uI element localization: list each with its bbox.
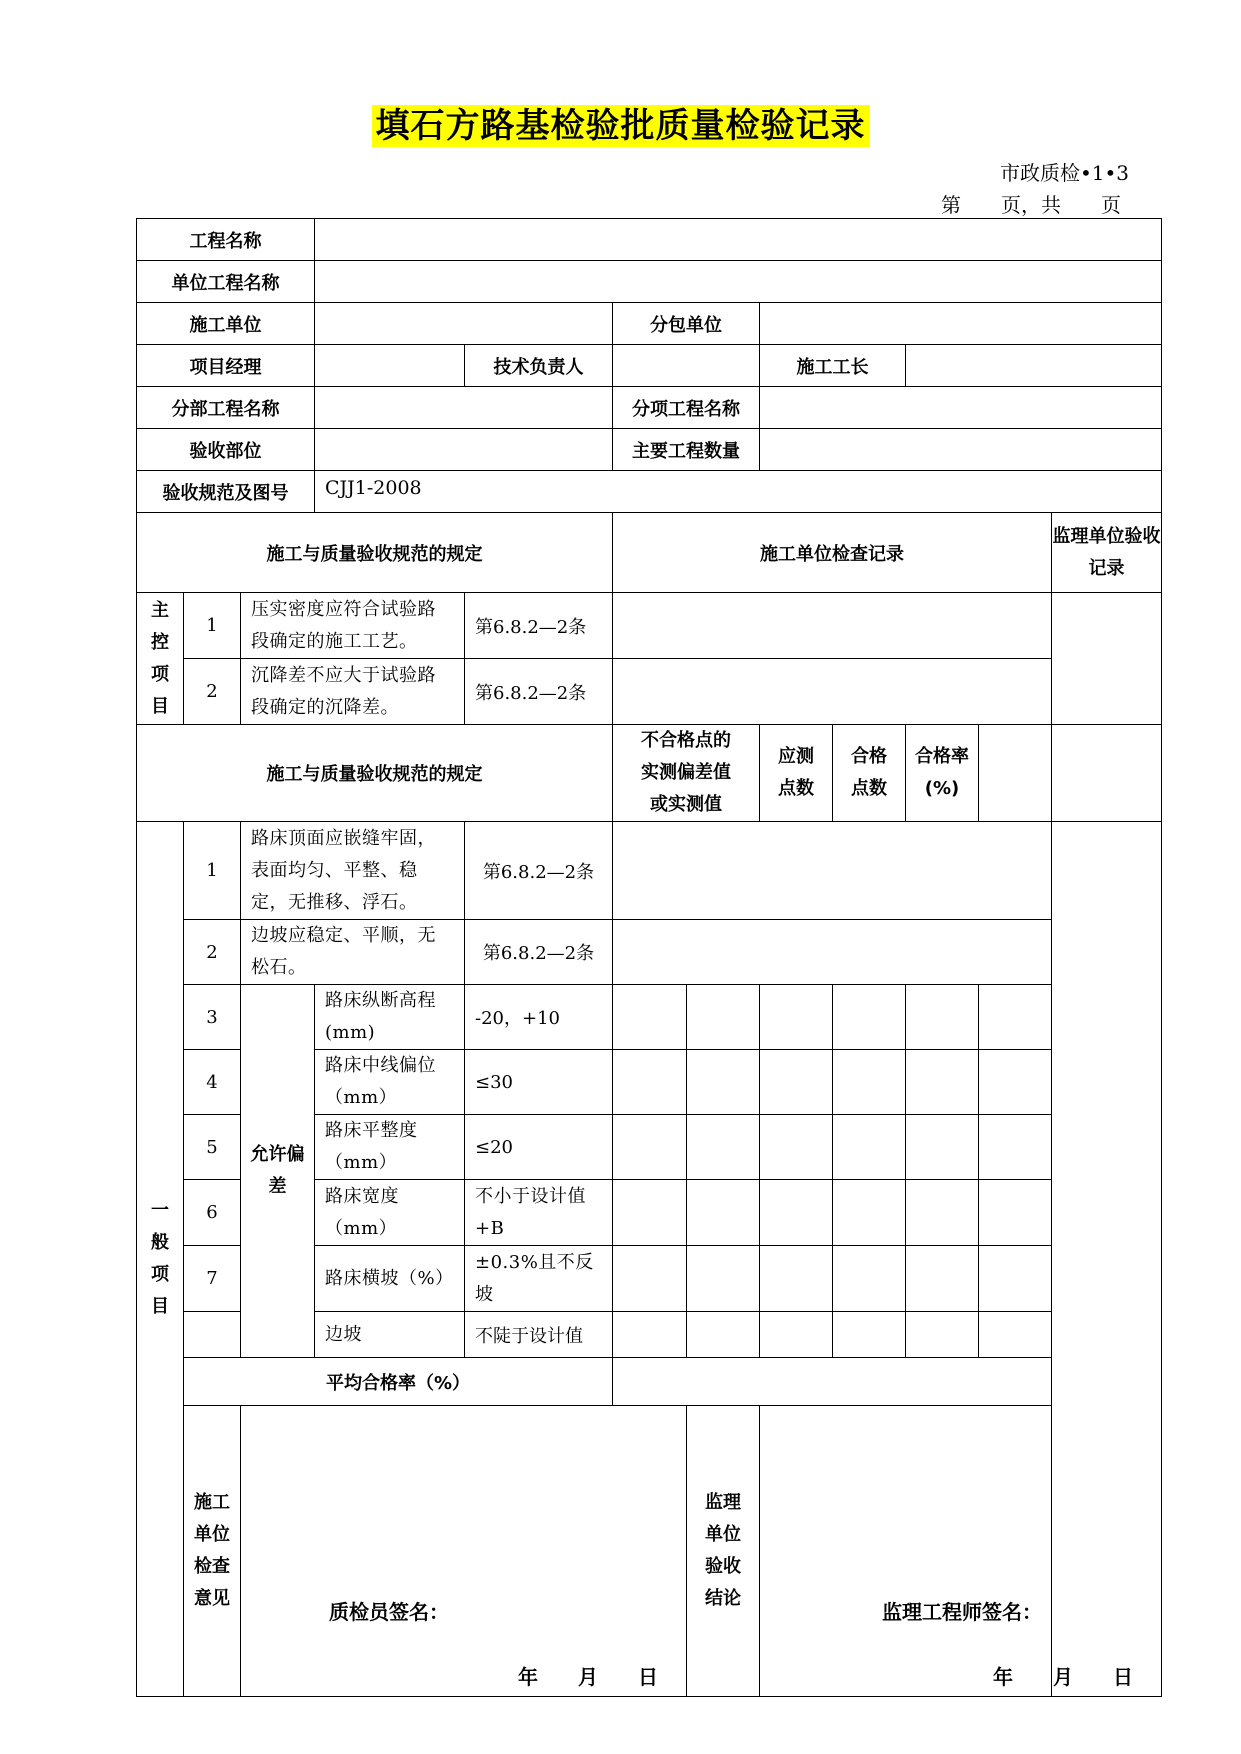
- measure-cell[interactable]: [760, 1180, 833, 1246]
- points-passed-header: 合格点数: [833, 725, 906, 822]
- tolerance-item-name: 路床横坡（%）: [315, 1246, 465, 1312]
- measure-cell[interactable]: [979, 1312, 1052, 1358]
- measure-cell[interactable]: [613, 1115, 687, 1180]
- main-quantity-label: 主要工程数量: [613, 429, 760, 471]
- main-item-text: 沉降差不应大于试验路段确定的沉降差。: [241, 659, 465, 725]
- tolerance-item-name: 路床纵断高程(mm): [315, 985, 465, 1050]
- foreman-label: 施工工长: [760, 345, 906, 387]
- subitem-name-value[interactable]: [760, 387, 1162, 429]
- tolerance-item-no: 3: [184, 985, 241, 1050]
- measure-cell[interactable]: [833, 1312, 906, 1358]
- tolerance-item-no: 7: [184, 1246, 241, 1312]
- inspection-record-table: [136, 218, 1162, 1697]
- construction-unit-value[interactable]: [315, 303, 613, 345]
- main-item-record[interactable]: [613, 593, 1052, 659]
- tolerance-item-value: ±0.3%且不反坡: [465, 1246, 613, 1312]
- tolerance-item-value: -20，+10: [465, 985, 613, 1050]
- contractor-opinion-label: 施工单位检查意见: [184, 1406, 241, 1697]
- measure-cell[interactable]: [979, 1180, 1052, 1246]
- measure-cell[interactable]: [760, 1312, 833, 1358]
- main-control-supervisor-cell[interactable]: [1052, 593, 1162, 725]
- project-manager-label: 项目经理: [137, 345, 315, 387]
- acceptance-part-value[interactable]: [315, 429, 613, 471]
- engineer-sign-label: 监理工程师签名：: [882, 1600, 1042, 1624]
- main-item-record[interactable]: [613, 659, 1052, 725]
- tolerance-item-value: 不小于设计值+B: [465, 1180, 613, 1246]
- division-name-value[interactable]: [315, 387, 613, 429]
- measure-cell[interactable]: [760, 1246, 833, 1312]
- document-title: 填石方路基检验批质量检验记录: [0, 98, 1241, 147]
- measure-cell[interactable]: [613, 1180, 687, 1246]
- general-header-supervisor-cell: [1052, 725, 1162, 822]
- average-rate-value[interactable]: [613, 1358, 1052, 1406]
- measure-cell[interactable]: [687, 1050, 760, 1115]
- spec-value: CJJ1-2008: [315, 471, 1162, 513]
- measure-cell[interactable]: [833, 985, 906, 1050]
- measure-cell[interactable]: [979, 1246, 1052, 1312]
- general-item-clause: 第6.8.2—2条: [465, 822, 613, 920]
- technical-lead-label: 技术负责人: [465, 345, 613, 387]
- points-measured-header: 应测点数: [760, 725, 833, 822]
- deviation-header: 不合格点的实测偏差值或实测值: [613, 725, 760, 822]
- measure-cell[interactable]: [687, 1115, 760, 1180]
- division-name-label: 分部工程名称: [137, 387, 315, 429]
- engineer-sign-date: 年 月 日: [993, 1665, 1134, 1689]
- measure-cell[interactable]: [979, 1115, 1052, 1180]
- project-name-value[interactable]: [315, 219, 1162, 261]
- inspector-sign-date: 年 月 日: [518, 1665, 658, 1689]
- tolerance-item-value: 不陡于设计值: [465, 1312, 613, 1358]
- measure-cell[interactable]: [613, 1246, 687, 1312]
- main-item-clause: 第6.8.2—2条: [465, 659, 613, 725]
- measure-cell[interactable]: [906, 1246, 979, 1312]
- measure-cell[interactable]: [613, 1050, 687, 1115]
- spacer-cell: [979, 725, 1052, 822]
- tolerance-item-no: 5: [184, 1115, 241, 1180]
- measure-cell[interactable]: [833, 1115, 906, 1180]
- tolerance-item-name: 路床平整度（mm）: [315, 1115, 465, 1180]
- measure-cell[interactable]: [979, 985, 1052, 1050]
- tolerance-item-name: 边坡: [315, 1312, 465, 1358]
- tolerance-item-name: 路床中线偏位（mm）: [315, 1050, 465, 1115]
- main-item-no: 1: [184, 593, 241, 659]
- contractor-record-header: 施工单位检查记录: [613, 513, 1052, 593]
- general-label: 一般项目: [137, 822, 184, 1697]
- tolerance-item-no: 4: [184, 1050, 241, 1115]
- general-item-record[interactable]: [613, 920, 1052, 985]
- tolerance-item-name: 路床宽度（mm）: [315, 1180, 465, 1246]
- main-item-no: 2: [184, 659, 241, 725]
- tolerance-item-no: 6: [184, 1180, 241, 1246]
- spec-rules-header: 施工与质量验收规范的规定: [137, 513, 613, 593]
- measure-cell[interactable]: [906, 1115, 979, 1180]
- form-code: 市政质检•1•3: [999, 161, 1129, 185]
- tolerance-label: 允许偏差: [241, 985, 315, 1358]
- measure-cell[interactable]: [687, 1246, 760, 1312]
- general-item-text: 路床顶面应嵌缝牢固，表面均匀、平整、稳定，无推移、浮石。: [241, 822, 465, 920]
- general-item-no: 2: [184, 920, 241, 985]
- spec-label: 验收规范及图号: [137, 471, 315, 513]
- page-info: 第 页，共 页: [941, 193, 1121, 217]
- measure-cell[interactable]: [760, 1050, 833, 1115]
- unit-project-name-label: 单位工程名称: [137, 261, 315, 303]
- tolerance-item-value: ≤20: [465, 1115, 613, 1180]
- average-rate-label: 平均合格率（%）: [184, 1358, 613, 1406]
- measure-cell[interactable]: [833, 1180, 906, 1246]
- main-quantity-value[interactable]: [760, 429, 1162, 471]
- measure-cell[interactable]: [613, 985, 687, 1050]
- supervisor-record-header: 监理单位验收记录: [1052, 513, 1162, 593]
- technical-lead-value[interactable]: [613, 345, 760, 387]
- measure-cell[interactable]: [906, 1050, 979, 1115]
- measure-cell[interactable]: [687, 985, 760, 1050]
- inspector-sign-label: 质检员签名：: [329, 1600, 449, 1624]
- tolerance-item-no: [184, 1312, 241, 1358]
- spec-rules-header-2: 施工与质量验收规范的规定: [137, 725, 613, 822]
- general-item-record[interactable]: [613, 822, 1052, 920]
- general-item-no: 1: [184, 822, 241, 920]
- general-item-text: 边坡应稳定、平顺，无松石。: [241, 920, 465, 985]
- measure-cell[interactable]: [833, 1050, 906, 1115]
- foreman-value[interactable]: [906, 345, 1162, 387]
- subcontract-unit-label: 分包单位: [613, 303, 760, 345]
- subitem-name-label: 分项工程名称: [613, 387, 760, 429]
- main-item-clause: 第6.8.2—2条: [465, 593, 613, 659]
- measure-cell[interactable]: [760, 1115, 833, 1180]
- tolerance-item-value: ≤30: [465, 1050, 613, 1115]
- main-item-text: 压实密度应符合试验路段确定的施工工艺。: [241, 593, 465, 659]
- construction-unit-label: 施工单位: [137, 303, 315, 345]
- subcontract-unit-value[interactable]: [760, 303, 1162, 345]
- project-name-label: 工程名称: [137, 219, 315, 261]
- main-control-label: 主控项目: [137, 593, 184, 725]
- measure-cell[interactable]: [833, 1246, 906, 1312]
- measure-cell[interactable]: [687, 1312, 760, 1358]
- contractor-opinion-cell[interactable]: [241, 1406, 687, 1697]
- general-item-clause: 第6.8.2—2条: [465, 920, 613, 985]
- measure-cell[interactable]: [906, 1180, 979, 1246]
- measure-cell[interactable]: [687, 1180, 760, 1246]
- pass-rate-header: 合格率(%): [906, 725, 979, 822]
- unit-project-name-value[interactable]: [315, 261, 1162, 303]
- project-manager-value[interactable]: [315, 345, 465, 387]
- acceptance-part-label: 验收部位: [137, 429, 315, 471]
- measure-cell[interactable]: [760, 985, 833, 1050]
- measure-cell[interactable]: [979, 1050, 1052, 1115]
- supervisor-conclusion-cell[interactable]: [760, 1406, 1162, 1697]
- measure-cell[interactable]: [906, 985, 979, 1050]
- measure-cell[interactable]: [613, 1312, 687, 1358]
- supervisor-conclusion-label: 监理单位验收结论: [687, 1406, 760, 1697]
- measure-cell[interactable]: [906, 1312, 979, 1358]
